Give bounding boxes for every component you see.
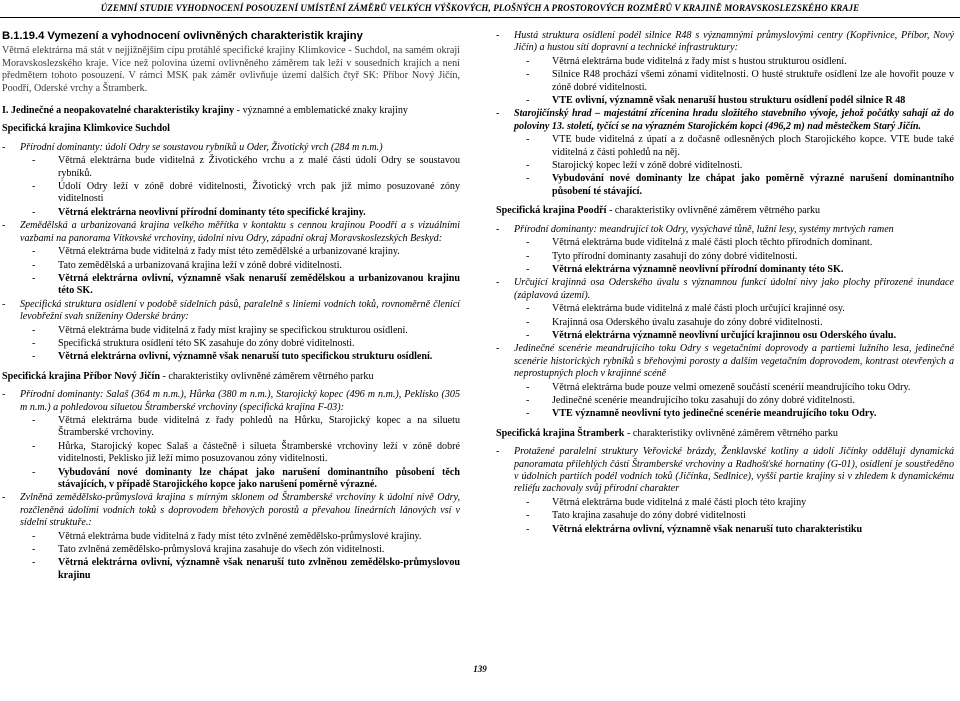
list-item: - Větrná elektrárna bude viditelná z řady pohledů na Hůrku, Starojický kopec a na siluetu Štramberské vrchoviny. bbox=[32, 414, 460, 439]
list-item: - Tato krajina zasahuje do zóny dobré viditelnosti bbox=[496, 510, 954, 522]
sk3-item1-b: Tyto přírodní dominanty zasahují do zóny dobré viditelnosti. bbox=[552, 250, 798, 262]
list-item: - Větrná elektrárna neovlivní přírodní dominanty této specifické krajiny. bbox=[2, 207, 460, 219]
list-item: - Starojičínský hrad – majestátní zřícenina hradu složitého stavebního vývoje, jehož počátky sahají až do poloviny 13. století, tyčící se na výrazném Starojickém kopci (496,2 m) nad městečkem Starý Jičín. bbox=[496, 108, 954, 132]
r-item1-b: Silnice R48 prochází všemi zónami viditelnosti. O husté struktuře osídlení lze ale hovořit pouze v zóně dobré viditelnosti. bbox=[552, 69, 954, 93]
sk4-item1: Protažené paralelní struktury Veřovické brázdy, Ženklavské kotliny a údolí Jičínky oddělují dynamická panoramata přilehlých částí Štramberské vrchoviny a Radhošťské hornatiny (G-01), osídlení je soustředěno v údolních partiích podél vodních toků (Jičínka, Sedlnice), vyšší partie krajiny si v zhledem k dynamickému reliéfu zachovaly svůj přírodní charakter bbox=[514, 446, 954, 495]
list-item: - Starojický kopec leží v zóně dobré viditelnosti. bbox=[496, 160, 954, 172]
sk1-item3: Specifická struktura osídlení v podobě sídelních pásů, paralelně s liniemi vodních toků, rovnoměrně členící levobřežní svah sníženiny Oderské brány: bbox=[20, 298, 460, 323]
page-number: 139 bbox=[473, 664, 487, 674]
sk3-item2-b: Krajinná osa Oderského úvalu zasahuje do zóny dobré viditelnosti. bbox=[552, 316, 823, 328]
list-item: - Specifická struktura osídlení této SK zasahuje do zóny dobré viditelnosti. bbox=[2, 338, 460, 350]
list-item: - VTE ovlivní, významně však nenaruší hustou strukturu osídlení podél silnice R 48 bbox=[496, 95, 954, 107]
list-item: - Zvlněná zemědělsko-průmyslová krajina s mírným sklonem od Štramberské vrchoviny k údolní nivě Odry, rozčleněná údolími vodních toků s doprovodem břehových porostů a převahou lineárních lánových vsí v sídelní struktuře.: bbox=[2, 492, 460, 529]
sk1-item2-a: Větrná elektrárna bude viditelná z řady míst této zemědělské a urbanizované krajiny. bbox=[58, 246, 400, 258]
sk1-item1-b: Údolí Odry leží v zóně dobré viditelnosti, Životický vrch pak již mimo posuzované zóny viditelnosti bbox=[58, 181, 460, 205]
r-item2-c: Vybudování nové dominanty lze chápat jako poměrně výrazné narušení dominantního působení té stávající. bbox=[552, 173, 954, 197]
list-item: - Tato zemědělská a urbanizovaná krajina leží v zóně dobré viditelnosti. bbox=[2, 260, 460, 272]
list-item: - Zemědělská a urbanizovaná krajina velkého měřítka v kontaktu s cennou krajinou Poodří a s vizuálními vazbami na panorama Vítkovské vrchoviny, údolní nivu Odry, západní okraj Moravskoslezských Beskyd: bbox=[2, 220, 460, 244]
sk4-item1-c: Větrná elektrárna ovlivní, významně však nenaruší tuto charakteristiku bbox=[552, 523, 863, 535]
page-header: ÚZEMNÍ STUDIE VYHODNOCENÍ POSOUZENÍ UMÍSTĚNÍ ZÁMĚRŮ VELKÝCH VÝŠKOVÝCH, PLOŠNÝCH A PROSTOROVÝCH ROZMĚRŮ V KRAJINĚ MORAVSKOSLEZSKÉHO KRAJE bbox=[100, 3, 860, 13]
list-item: - Jedinečné scenérie meandrujícího toku zasahují do zóny dobré viditelnosti. bbox=[496, 395, 954, 407]
sk3-title-rest: - charakteristiky ovlivněné záměrem větrného parku bbox=[606, 205, 821, 217]
sk2-item1-b: Hůrka, Starojický kopec Salaš a částečně i silueta Štramberské vrchoviny leží v zóně dobré viditelnosti, Peklisko již leží mimo posuzovanou zóny viditelnosti. bbox=[58, 440, 460, 465]
sk3-item1-c: Větrná elektrárna významně neovlivní přírodní dominanty této SK. bbox=[552, 263, 844, 275]
sk1-item2-b: Tato zemědělská a urbanizovaná krajina leží v zóně dobré viditelnosti. bbox=[58, 259, 343, 271]
list-item: - VTE významně neovlivní tyto jedinečné scenérie meandrujícího toku Odry. bbox=[496, 408, 954, 420]
sk2-title: Specifická krajina Příbor Nový Jičín bbox=[2, 370, 160, 382]
sk4-title: Specifická krajina Štramberk bbox=[496, 427, 625, 439]
sk2-item2-b: Tato zvlněná zemědělsko-průmyslová krajina zasahuje do všech zón viditelnosti. bbox=[58, 544, 385, 556]
r-item2-b: Starojický kopec leží v zóně dobré viditelnosti. bbox=[552, 160, 743, 172]
list-item: - Jedinečné scenérie meandrujícího toku Odry s vegetačními doprovody a partiemi lužního lesa, jedinečné scenérie historických rybníků s břehovými porosty a dalším vegetačním doprovodem, kontrast otevřených a neprostupných ploch v krajinné scéně bbox=[496, 343, 954, 380]
sk1-item2: Zemědělská a urbanizovaná krajina velkého měřítka v kontaktu s cennou krajinou Poodří a s vizuálními vazbami na panorama Vítkovské vrchoviny, údolní nivu Odry, západní okraj Moravskoslezských Beskyd: bbox=[20, 220, 460, 244]
sk3-item2-a: Větrná elektrárna bude viditelná z malé části ploch určující krajinné osy. bbox=[552, 303, 845, 315]
list-item: - Větrná elektrárna bude viditelná z malé části ploch této krajiny bbox=[496, 497, 954, 509]
sk2-heading bbox=[2, 371, 460, 383]
list-item: - Větrná elektrárna bude viditelná z Životického vrchu a z malé části údolí Odry se soustavou rybníků. bbox=[32, 155, 460, 179]
list-item: - Přírodní dominanty: údolí Odry se soustavou rybníků u Oder, Životický vrch (284 m n.m.) bbox=[2, 142, 460, 154]
sk3-item3: Jedinečné scenérie meandrujícího toku Odry s vegetačními doprovody a partiemi lužního lesa, jedinečné scenérie historických rybníků s břehovými porosty a dalším vegetačním doprovodem, kontrast otevřených a neprostupných ploch v krajinné scéně bbox=[514, 343, 954, 380]
list-item: - Větrná elektrárna bude viditelná z malé části ploch těchto přírodních dominant. bbox=[496, 237, 954, 249]
r-item1-c: VTE ovlivní, významně však nenaruší hustou strukturu osídlení podél silnice R 48 bbox=[552, 95, 906, 107]
list-item: - Přírodní dominanty: Salaš (364 m n.m.), Hůrka (380 m n.m.), Starojický kopec (496 m n.m.), Peklisko (305 m n.m.) a pohledovou siluetou Štramberské vrchoviny (specifická krajina F-03): bbox=[2, 389, 460, 413]
list-item: - Větrná elektrárna bude viditelná z řady míst krajiny se specifickou strukturou osídlení. bbox=[2, 325, 460, 337]
sk1-item1-a: Větrná elektrárna bude viditelná z Životického vrchu a z malé části údolí Odry se soustavou rybníků. bbox=[58, 155, 460, 179]
sk2-item1-a: Větrná elektrárna bude viditelná z řady pohledů na Hůrku, Starojický kopec a na siluetu Štramberské vrchoviny. bbox=[58, 414, 460, 439]
sk2-item2-a: Větrná elektrárna bude viditelná z řady míst této zvlněné zemědělsko-průmyslové krajiny. bbox=[58, 530, 422, 542]
list-item: - Vybudování nové dominanty lze chápat jako narušení dominantního působení těch stávajících, v případě Starojického kopce jako narušení poměrně výrazné. bbox=[32, 466, 460, 490]
sk1-item3-b: Specifická struktura osídlení této SK zasahuje do zóny dobré viditelnosti. bbox=[58, 337, 355, 349]
r-item2: Starojičínský hrad – majestátní zřícenina hradu složitého stavebního vývoje, jehož počátky sahají až do poloviny 13. století, tyčící se na výrazném Starojickém kopci (496,2 m) nad městečkem Starý Jičín. bbox=[514, 108, 954, 132]
sk3-item1: Přírodní dominanty: meandrující tok Odry, vysýchavé tůně, lužní lesy, systémy mrtvých ramen bbox=[514, 223, 894, 235]
sk3-heading bbox=[496, 205, 954, 217]
section-title: B.1.19.4 Vymezení a vyhodnocení ovlivněných charakteristik krajiny bbox=[2, 30, 363, 42]
intro-paragraph bbox=[2, 45, 460, 95]
list-item: - Přírodní dominanty: meandrující tok Odry, vysýchavé tůně, lužní lesy, systémy mrtvých ramen bbox=[496, 224, 954, 236]
list-item: - Větrná elektrárna ovlivní, významně však nenaruší tuto charakteristiku bbox=[496, 524, 954, 536]
list-item: - VTE bude viditelná z úpatí a z dočasně odlesněných ploch Starojického kopce. VTE bude také viditelná z části pohledů na něj. bbox=[526, 134, 954, 158]
list-item: - Údolí Odry leží v zóně dobré viditelnosti, Životický vrch pak již mimo posuzované zóny viditelnosti bbox=[32, 181, 460, 205]
r-item1-a: Větrná elektrárna bude viditelná z řady míst s hustou strukturou osídlení. bbox=[552, 55, 847, 67]
sk4-item1-a: Větrná elektrárna bude viditelná z malé části ploch této krajiny bbox=[552, 496, 807, 508]
list-item: - Větrná elektrárna významně neovlivní přírodní dominanty této SK. bbox=[496, 264, 954, 276]
chapter-title: I. Jedinečné a neopakovatelné charakteristiky krajiny bbox=[2, 105, 235, 117]
sk3-item3-c: VTE významně neovlivní tyto jedinečné scenérie meandrujícího toku Odry. bbox=[552, 408, 877, 420]
list-item: - Silnice R48 prochází všemi zónami viditelnosti. O husté struktuře osídlení lze ale hovořit pouze v zóně dobré viditelnosti. bbox=[526, 69, 954, 93]
list-item: - Větrná elektrárna ovlivní, významně však nenaruší zemědělskou a urbanizovanou krajinu této SK. bbox=[32, 272, 460, 297]
chapter-heading bbox=[2, 105, 460, 117]
chapter-subtitle: - významné a emblematické znaky krajiny bbox=[234, 105, 408, 117]
sk3-item3-a: Větrná elektrárna bude pouze velmi omezeně součástí scenérií meandrujícího toku Odry. bbox=[552, 381, 911, 393]
sk2-title-rest: - charakteristiky ovlivněné záměrem větrného parku bbox=[159, 370, 374, 382]
sk1-item3-c: Větrná elektrárna ovlivní, významně však nenaruší tuto specifickou strukturu osídlení. bbox=[58, 351, 433, 363]
sk2-item2-c: Větrná elektrárna ovlivní, významně však nenaruší tuto zvlněnou zemědělsko-průmyslovou krajinu bbox=[58, 557, 460, 581]
list-item: - Krajinná osa Oderského úvalu zasahuje do zóny dobré viditelnosti. bbox=[496, 317, 954, 329]
sk1-item2-c: Větrná elektrárna ovlivní, významně však nenaruší zemědělskou a urbanizovanou krajinu této SK. bbox=[58, 272, 460, 297]
sk3-item1-a: Větrná elektrárna bude viditelná z malé části ploch těchto přírodních dominant. bbox=[552, 237, 873, 249]
list-item: - Tato zvlněná zemědělsko-průmyslová krajina zasahuje do všech zón viditelnosti. bbox=[2, 544, 460, 556]
list-item: - Vybudování nové dominanty lze chápat jako poměrně výrazné narušení dominantního působení té stávající. bbox=[526, 173, 954, 197]
sk1-title: Specifická krajina Klimkovice Suchdol bbox=[2, 123, 170, 135]
sk1-item1-c: Větrná elektrárna neovlivní přírodní dominanty této specifické krajiny. bbox=[58, 206, 366, 218]
list-item: - Větrná elektrárna významně neovlivní určující krajinnou osu Oderského úvalu. bbox=[496, 330, 954, 342]
sk3-item2: Určující krajinná osa Oderského úvalu s významnou funkcí údolní nivy jako plochy přirozené inundace (záplavová území). bbox=[514, 277, 954, 301]
sk4-title-rest: - charakteristiky ovlivněné záměrem větrného parku bbox=[624, 427, 838, 439]
header-rule bbox=[0, 17, 960, 18]
list-item: - Hůrka, Starojický kopec Salaš a částečně i silueta Štramberské vrchoviny leží v zóně dobré viditelnosti, Peklisko již leží mimo posuzovanou zóny viditelnosti. bbox=[32, 440, 460, 465]
sk2-item2: Zvlněná zemědělsko-průmyslová krajina s mírným sklonem od Štramberské vrchoviny k údolní nivě Odry, rozčleněná údolími vodních toků s doprovodem břehových porostů a převahou lineárních lánových vsí v sídelní struktuře.: bbox=[20, 492, 460, 529]
list-item: - Větrná elektrárna bude viditelná z řady míst této zemědělské a urbanizované krajiny. bbox=[2, 246, 460, 258]
list-item: - Větrná elektrárna ovlivní, významně však nenaruší tuto zvlněnou zemědělsko-průmyslovou krajinu bbox=[32, 557, 460, 581]
list-item: - Protažené paralelní struktury Veřovické brázdy, Ženklavské kotliny a údolí Jičínky oddělují dynamická panoramata přilehlých částí Štramberské vrchoviny a Radhošťské hornatiny (G-01), osídlení je soustředěno v údolních partiích podél vodních toků (Jičínka, Sedlnice), vyšší partie krajiny si v zhledem k dynamickému reliéfu zachovaly svůj přírodní charakter bbox=[496, 446, 954, 495]
list-item: - Hustá struktura osídlení podél silnice R48 s významnými průmyslovými centry (Kopřivnice, Příbor, Nový Jičín) a hustou sítí dopravní a technické infrastruktury: bbox=[496, 30, 954, 54]
intro-text-1: Větrná elektrárna má stát v nejjižnějším cípu protáhlé specifické krajiny Klimkovice - Suchdol, na samém okraji Moravskoslezského kraje. bbox=[2, 45, 460, 69]
list-item: - Větrná elektrárna bude viditelná z malé části ploch určující krajinné osy. bbox=[496, 303, 954, 315]
right-column bbox=[496, 30, 954, 537]
list-item: - Větrná elektrárna bude viditelná z řady míst této zvlněné zemědělsko-průmyslové krajiny. bbox=[2, 531, 460, 543]
list-item: - Určující krajinná osa Oderského úvalu s významnou funkcí údolní nivy jako plochy přirozené inundace (záplavová území). bbox=[496, 277, 954, 301]
sk3-item3-b: Jedinečné scenérie meandrujícího toku zasahují do zóny dobré viditelnosti. bbox=[552, 394, 855, 406]
intro-text-2: Více než polovina území ovlivněného záměrem tak leží v sousedních krajích a není předmětem tohoto posouzení. V rámci MSK pak záměr ovlivňuje území dalších čtyř SK: Příbor Nový Jičín, Poodří, Oderské vrchy a Štramberk. bbox=[2, 57, 460, 94]
sk3-title: Specifická krajina Poodří bbox=[496, 205, 607, 217]
list-item: - Větrná elektrárna bude pouze velmi omezeně součástí scenérií meandrujícího toku Odry. bbox=[496, 382, 954, 394]
sk2-item1-c: Vybudování nové dominanty lze chápat jako narušení dominantního působení těch stávajících, v případě Starojického kopce jako narušení poměrně výrazné. bbox=[58, 466, 460, 490]
sk3-item2-c: Větrná elektrárna významně neovlivní určující krajinnou osu Oderského úvalu. bbox=[552, 329, 897, 341]
sk4-item1-b: Tato krajina zasahuje do zóny dobré viditelnosti bbox=[552, 510, 746, 522]
list-item: - Tyto přírodní dominanty zasahují do zóny dobré viditelnosti. bbox=[496, 251, 954, 263]
left-column bbox=[2, 30, 460, 583]
r-item1: Hustá struktura osídlení podél silnice R48 s významnými průmyslovými centry (Kopřivnice, Příbor, Nový Jičín) a hustou sítí dopravní a technické infrastruktury: bbox=[514, 30, 954, 54]
sk1-item3-a: Větrná elektrárna bude viditelná z řady míst krajiny se specifickou strukturou osídlení. bbox=[58, 324, 408, 336]
sk2-item1: Přírodní dominanty: Salaš (364 m n.m.), Hůrka (380 m n.m.), Starojický kopec (496 m n.m.), Peklisko (305 m n.m.) a pohledovou siluetou Štramberské vrchoviny (specifická krajina F-03): bbox=[20, 389, 460, 413]
sk4-heading bbox=[496, 428, 954, 440]
list-item: - Větrná elektrárna bude viditelná z řady míst s hustou strukturou osídlení. bbox=[496, 56, 954, 68]
list-item: - Specifická struktura osídlení v podobě sídelních pásů, paralelně s liniemi vodních toků, rovnoměrně členící levobřežní svah sníženiny Oderské brány: bbox=[2, 298, 460, 323]
list-item: - Větrná elektrárna ovlivní, významně však nenaruší tuto specifickou strukturu osídlení. bbox=[2, 351, 460, 363]
r-item2-a: VTE bude viditelná z úpatí a z dočasně odlesněných ploch Starojického kopce. VTE bude také viditelná z části pohledů na něj. bbox=[552, 134, 954, 158]
sk1-item1: Přírodní dominanty: údolí Odry se soustavou rybníků u Oder, Životický vrch (284 m n.m.) bbox=[20, 141, 383, 153]
